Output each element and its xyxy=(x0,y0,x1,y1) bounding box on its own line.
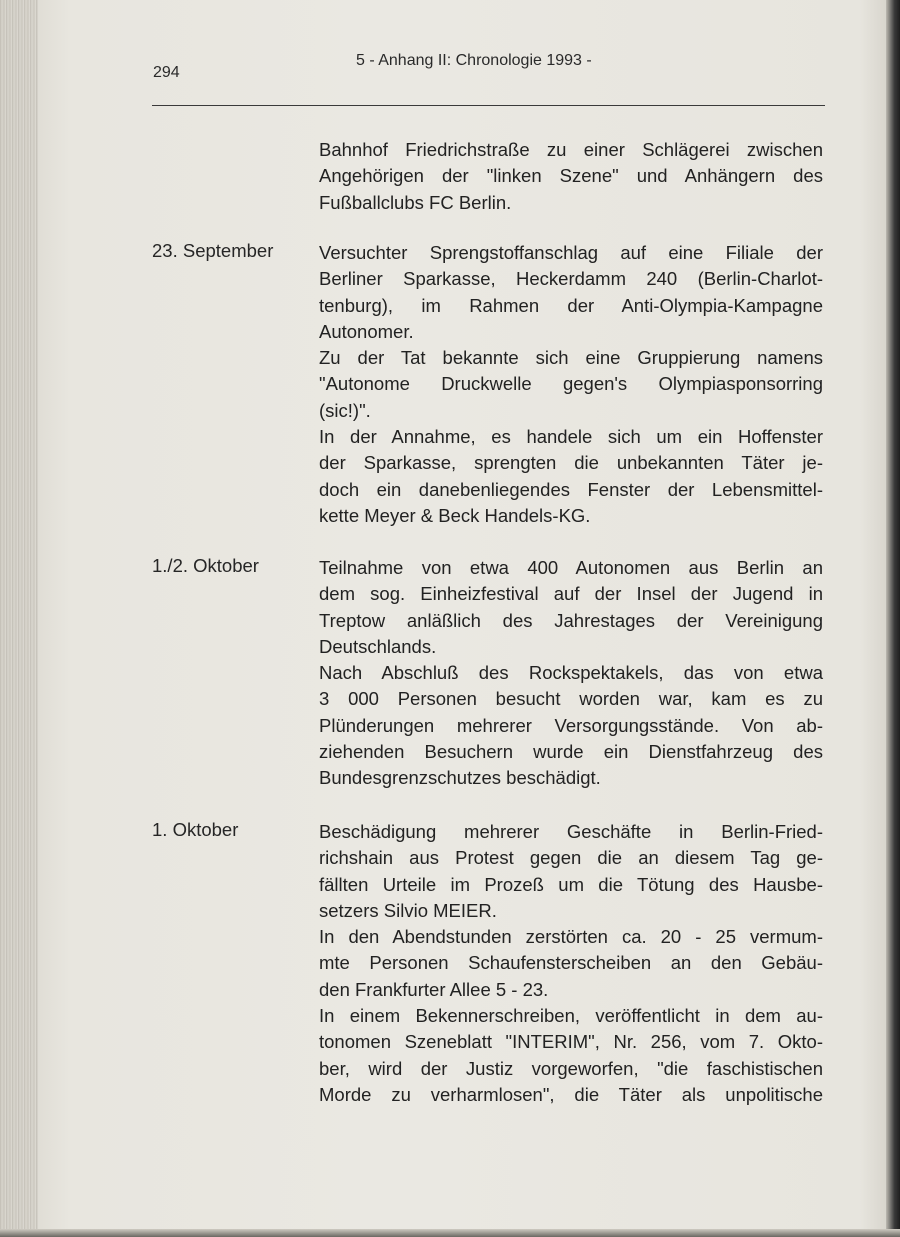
text-line: Berliner Sparkasse, Heckerdamm 240 (Berlin-Charlot- xyxy=(319,268,823,290)
running-header: 5 - Anhang II: Chronologie 1993 - xyxy=(356,52,592,69)
text-line: Deutschlands. xyxy=(319,635,437,657)
entry-text-23-september xyxy=(319,240,823,529)
text-line: Beschädigung mehrerer Geschäfte in Berlin-Fried- xyxy=(319,821,823,842)
text-line: Treptow anläßlich des Jahrestages der Vereinigung xyxy=(319,609,823,631)
text-line: kette Meyer & Beck Handels-KG. xyxy=(319,504,591,526)
text-line: "Autonome Druckwelle gegen's Olympiasponsorring xyxy=(319,373,823,395)
carryover-paragraph xyxy=(319,137,823,216)
text-line: Teilnahme von etwa 400 Autonomen aus Berlin an xyxy=(319,557,823,578)
text-line: In der Annahme, es handele sich um ein Hoffenster xyxy=(319,426,823,448)
header-rule xyxy=(152,105,825,106)
entry-date-1-oktober: 1. Oktober xyxy=(152,819,239,840)
text-line: tenburg), im Rahmen der Anti-Olympia-Kampagne xyxy=(319,294,823,316)
text-line: (sic!)". xyxy=(319,399,371,421)
text-line: den Frankfurter Allee 5 - 23. xyxy=(319,978,549,1000)
text-line: ziehenden Besuchern wurde ein Dienstfahrzeug des xyxy=(319,741,823,763)
entry-date-23-september: 23. September xyxy=(152,240,274,261)
text-line: Autonomer. xyxy=(319,320,414,342)
text-line: Versuchter Sprengstoffanschlag auf eine Filiale der xyxy=(319,242,823,263)
page-bottom-edge xyxy=(0,1229,900,1237)
text-line: mte Personen Schaufensterscheiben an den Gebäu- xyxy=(319,952,823,974)
text-line: fällten Urteile im Prozeß um die Tötung des Hausbe- xyxy=(319,873,823,895)
text-line: Bundesgrenzschutzes beschädigt. xyxy=(319,767,601,789)
entry-date-1-2-oktober: 1./2. Oktober xyxy=(152,555,259,576)
entry-text-1-2-oktober xyxy=(319,555,823,792)
text-line: richshain aus Protest gegen die an diesem Tag ge- xyxy=(319,847,823,869)
text-line: der Sparkasse, sprengten die unbekannten Täter je- xyxy=(319,452,823,474)
text-line: In den Abendstunden zerstörten ca. 20 - 25 vermum- xyxy=(319,926,823,948)
text-line: doch ein danebenliegendes Fenster der Lebensmittel- xyxy=(319,478,823,500)
text-line: Fußballclubs FC Berlin. xyxy=(319,191,512,213)
text-line: dem sog. Einheizfestival auf der Insel der Jugend in xyxy=(319,583,823,605)
entry-text-1-oktober xyxy=(319,819,823,1108)
text-line: ber, wird der Justiz vorgeworfen, "die faschistischen xyxy=(319,1057,823,1079)
text-line: Nach Abschluß des Rockspektakels, das von etwa xyxy=(319,662,823,684)
text-line: tonomen Szeneblatt "INTERIM", Nr. 256, vom 7. Okto- xyxy=(319,1031,823,1053)
text-line: Zu der Tat bekannte sich eine Gruppierung namens xyxy=(319,347,823,369)
page-number: 294 xyxy=(153,64,180,81)
text-line: Angehörigen der "linken Szene" und Anhängern des xyxy=(319,165,823,187)
text-line: Plünderungen mehrerer Versorgungsstände. Von ab- xyxy=(319,714,823,736)
page-binding-edge xyxy=(0,0,38,1237)
page-right-edge xyxy=(886,0,900,1237)
text-line: Bahnhof Friedrichstraße zu einer Schlägerei zwischen xyxy=(319,139,823,160)
text-line: Morde zu verharmlosen", die Täter als unpolitische xyxy=(319,1083,823,1105)
text-line: In einem Bekennerschreiben, veröffentlicht in dem au- xyxy=(319,1005,823,1027)
text-line: 3 000 Personen besucht worden war, kam es zu xyxy=(319,688,823,710)
text-line: setzers Silvio MEIER. xyxy=(319,899,497,921)
